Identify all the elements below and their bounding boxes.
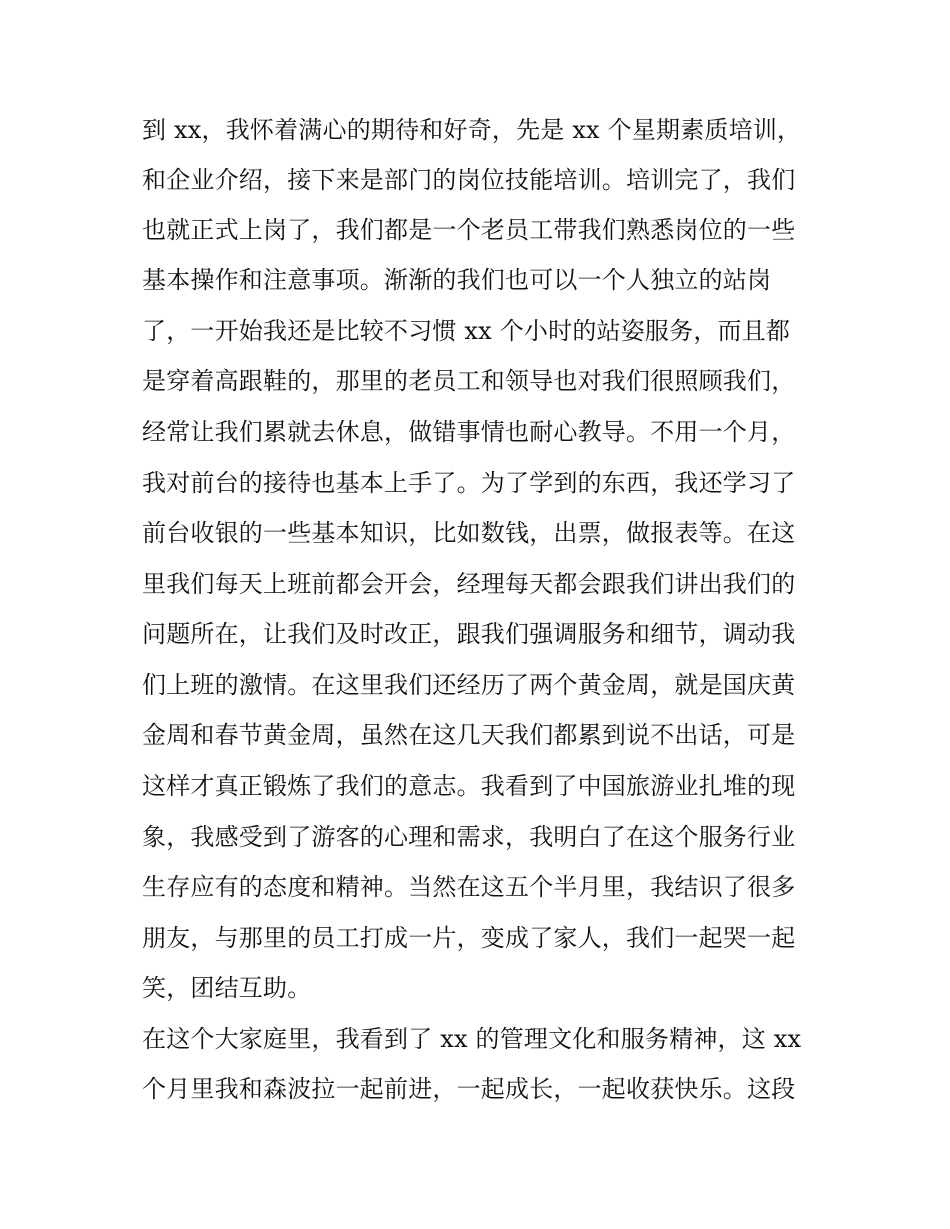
text-line: 这样才真正锻炼了我们的意志。我看到了中国旅游业扎堆的现 — [142, 772, 796, 800]
text-line: 是穿着高跟鞋的，那里的老员工和领导也对我们很照顾我们， — [142, 367, 796, 395]
text-line: 基本操作和注意事项。渐渐的我们也可以一个人独立的站岗 — [142, 266, 772, 294]
text-line: 在这个大家庭里，我看到了 xx 的管理文化和服务精神，这 xx — [142, 1025, 802, 1053]
text-line: 到 xx，我怀着满心的期待和好奇，先是 xx 个星期素质培训， — [142, 116, 802, 144]
text-line: 个月里我和森波拉一起前进，一起成长，一起收获快乐。这段 — [142, 1075, 796, 1103]
text-line: 前台收银的一些基本知识，比如数钱，出票，做报表等。在这 — [142, 519, 796, 547]
text-line: 也就正式上岗了，我们都是一个老员工带我们熟悉岗位的一些 — [142, 216, 796, 244]
text-line: 笑，团结互助。 — [142, 974, 312, 1002]
text-line: 问题所在，让我们及时改正，跟我们强调服务和细节，调动我 — [142, 620, 796, 648]
text-line: 了，一开始我还是比较不习惯 xx 个小时的站姿服务，而且都 — [142, 317, 791, 345]
text-line: 金周和春节黄金周，虽然在这几天我们都累到说不出话，可是 — [142, 721, 796, 749]
text-line: 里我们每天上班前都会开会，经理每天都会跟我们讲出我们的 — [142, 570, 796, 598]
text-line: 和企业介绍，接下来是部门的岗位技能培训。培训完了，我们 — [142, 166, 796, 194]
text-line: 生存应有的态度和精神。当然在这五个半月里，我结识了很多 — [142, 873, 796, 901]
text-line: 我对前台的接待也基本上手了。为了学到的东西，我还学习了 — [142, 469, 796, 497]
text-line: 们上班的激情。在这里我们还经历了两个黄金周，就是国庆黄 — [142, 671, 796, 699]
text-line: 经常让我们累就去休息，做错事情也耐心教导。不用一个月， — [142, 418, 796, 446]
text-line: 象，我感受到了游客的心理和需求，我明白了在这个服务行业 — [142, 823, 796, 851]
text-line: 朋友，与那里的员工打成一片，变成了家人，我们一起哭一起 — [142, 924, 796, 952]
